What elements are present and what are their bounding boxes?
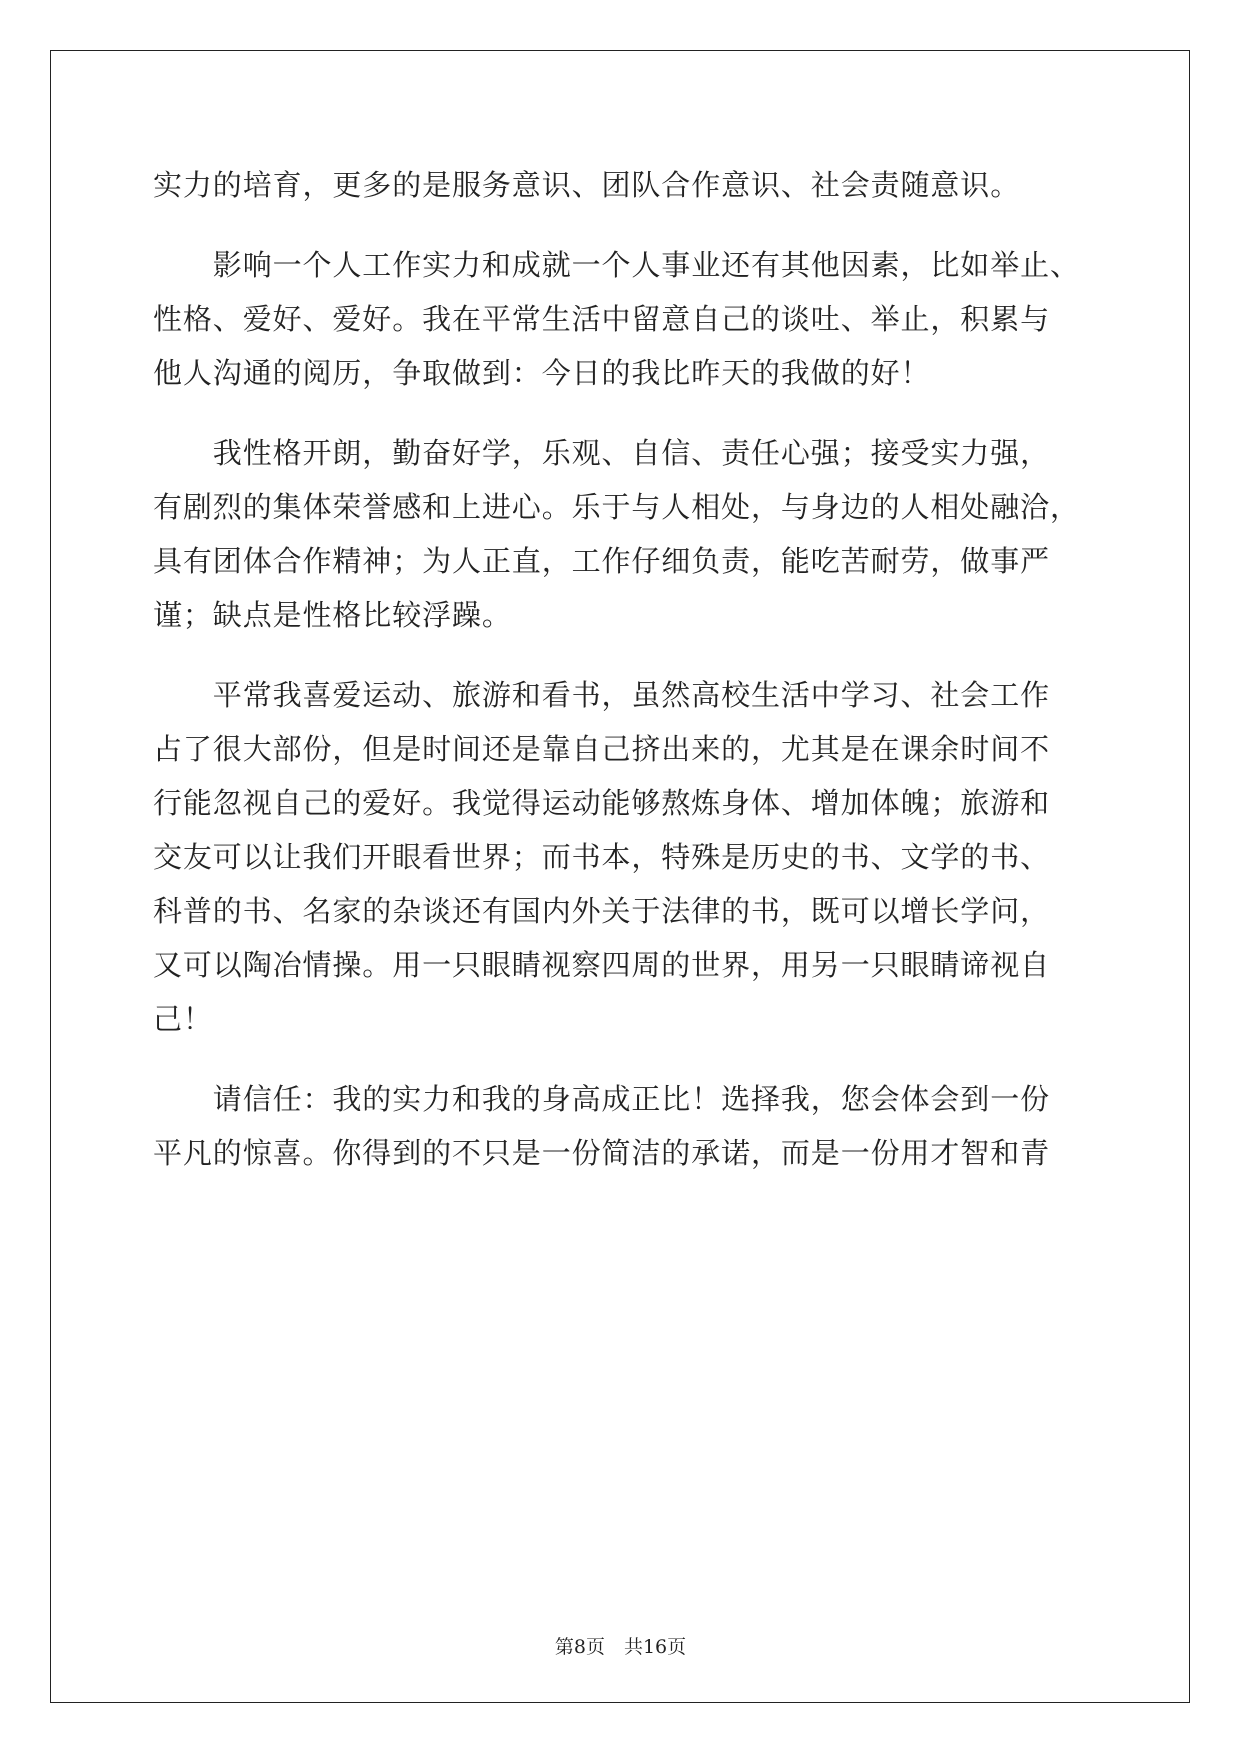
paragraph-gap: [153, 212, 1113, 238]
paragraph: [153, 238, 1113, 400]
text-line: 我性格开朗，勤奋好学，乐观、自信、责任心强；接受实力强，: [153, 436, 1051, 470]
text-line: 占了很大部份，但是时间还是靠自己挤出来的，尤其是在课余时间不: [153, 732, 1051, 766]
text-line: 谨；缺点是性格比较浮躁。: [153, 598, 512, 632]
text-line: 他人沟通的阅历，争取做到：今日的我比昨天的我做的好！: [153, 356, 931, 390]
text-line: 具有团体合作精神；为人正直，工作仔细负责，能吃苦耐劳，做事严: [153, 544, 1051, 578]
text-line: 平凡的惊喜。你得到的不只是一份简洁的承诺，而是一份用才智和青: [153, 1136, 1051, 1170]
text-line: 有剧烈的集体荣誉感和上进心。乐于与人相处，与身边的人相处融洽，: [153, 490, 1080, 524]
text-line: 己！: [153, 1002, 213, 1036]
text-line: 请信任：我的实力和我的身高成正比！选择我，您会体会到一份: [153, 1082, 1051, 1116]
footer-mid: 页 共: [585, 1636, 643, 1658]
paragraph: [153, 426, 1113, 642]
paragraph-gap: [153, 642, 1113, 668]
text-line: 交友可以让我们开眼看世界；而书本，特殊是历史的书、文学的书、: [153, 840, 1051, 874]
text-line: 性格、爱好、爱好。我在平常生活中留意自己的谈吐、举止，积累与: [153, 302, 1051, 336]
text-line: 平常我喜爱运动、旅游和看书，虽然高校生活中学习、社会工作: [153, 678, 1051, 712]
paragraph: [153, 158, 1113, 212]
paragraph-gap: [153, 400, 1113, 426]
text-line: 行能忽视自己的爱好。我觉得运动能够熬炼身体、增加体魄；旅游和: [153, 786, 1051, 820]
text-line: 科普的书、名家的杂谈还有国内外关于法律的书，既可以增长学问，: [153, 894, 1051, 928]
text-line: 又可以陶冶情操。用一只眼睛视察四周的世界，用另一只眼睛谛视自: [153, 948, 1051, 982]
paragraph: [153, 1072, 1113, 1180]
footer-suffix: 页: [667, 1636, 687, 1658]
text-line: 影响一个人工作实力和成就一个人事业还有其他因素，比如举止、: [153, 248, 1080, 282]
footer-prefix: 第: [554, 1636, 574, 1658]
paragraph: [153, 668, 1113, 1046]
current-page-number: 8: [573, 1636, 586, 1658]
text-line: 实力的培育，更多的是服务意识、团队合作意识、社会责随意识。: [153, 168, 1021, 202]
total-pages-number: 16: [642, 1636, 668, 1658]
page-footer: [0, 1632, 1241, 1659]
paragraph-gap: [153, 1046, 1113, 1072]
document-body: [153, 158, 1113, 1180]
